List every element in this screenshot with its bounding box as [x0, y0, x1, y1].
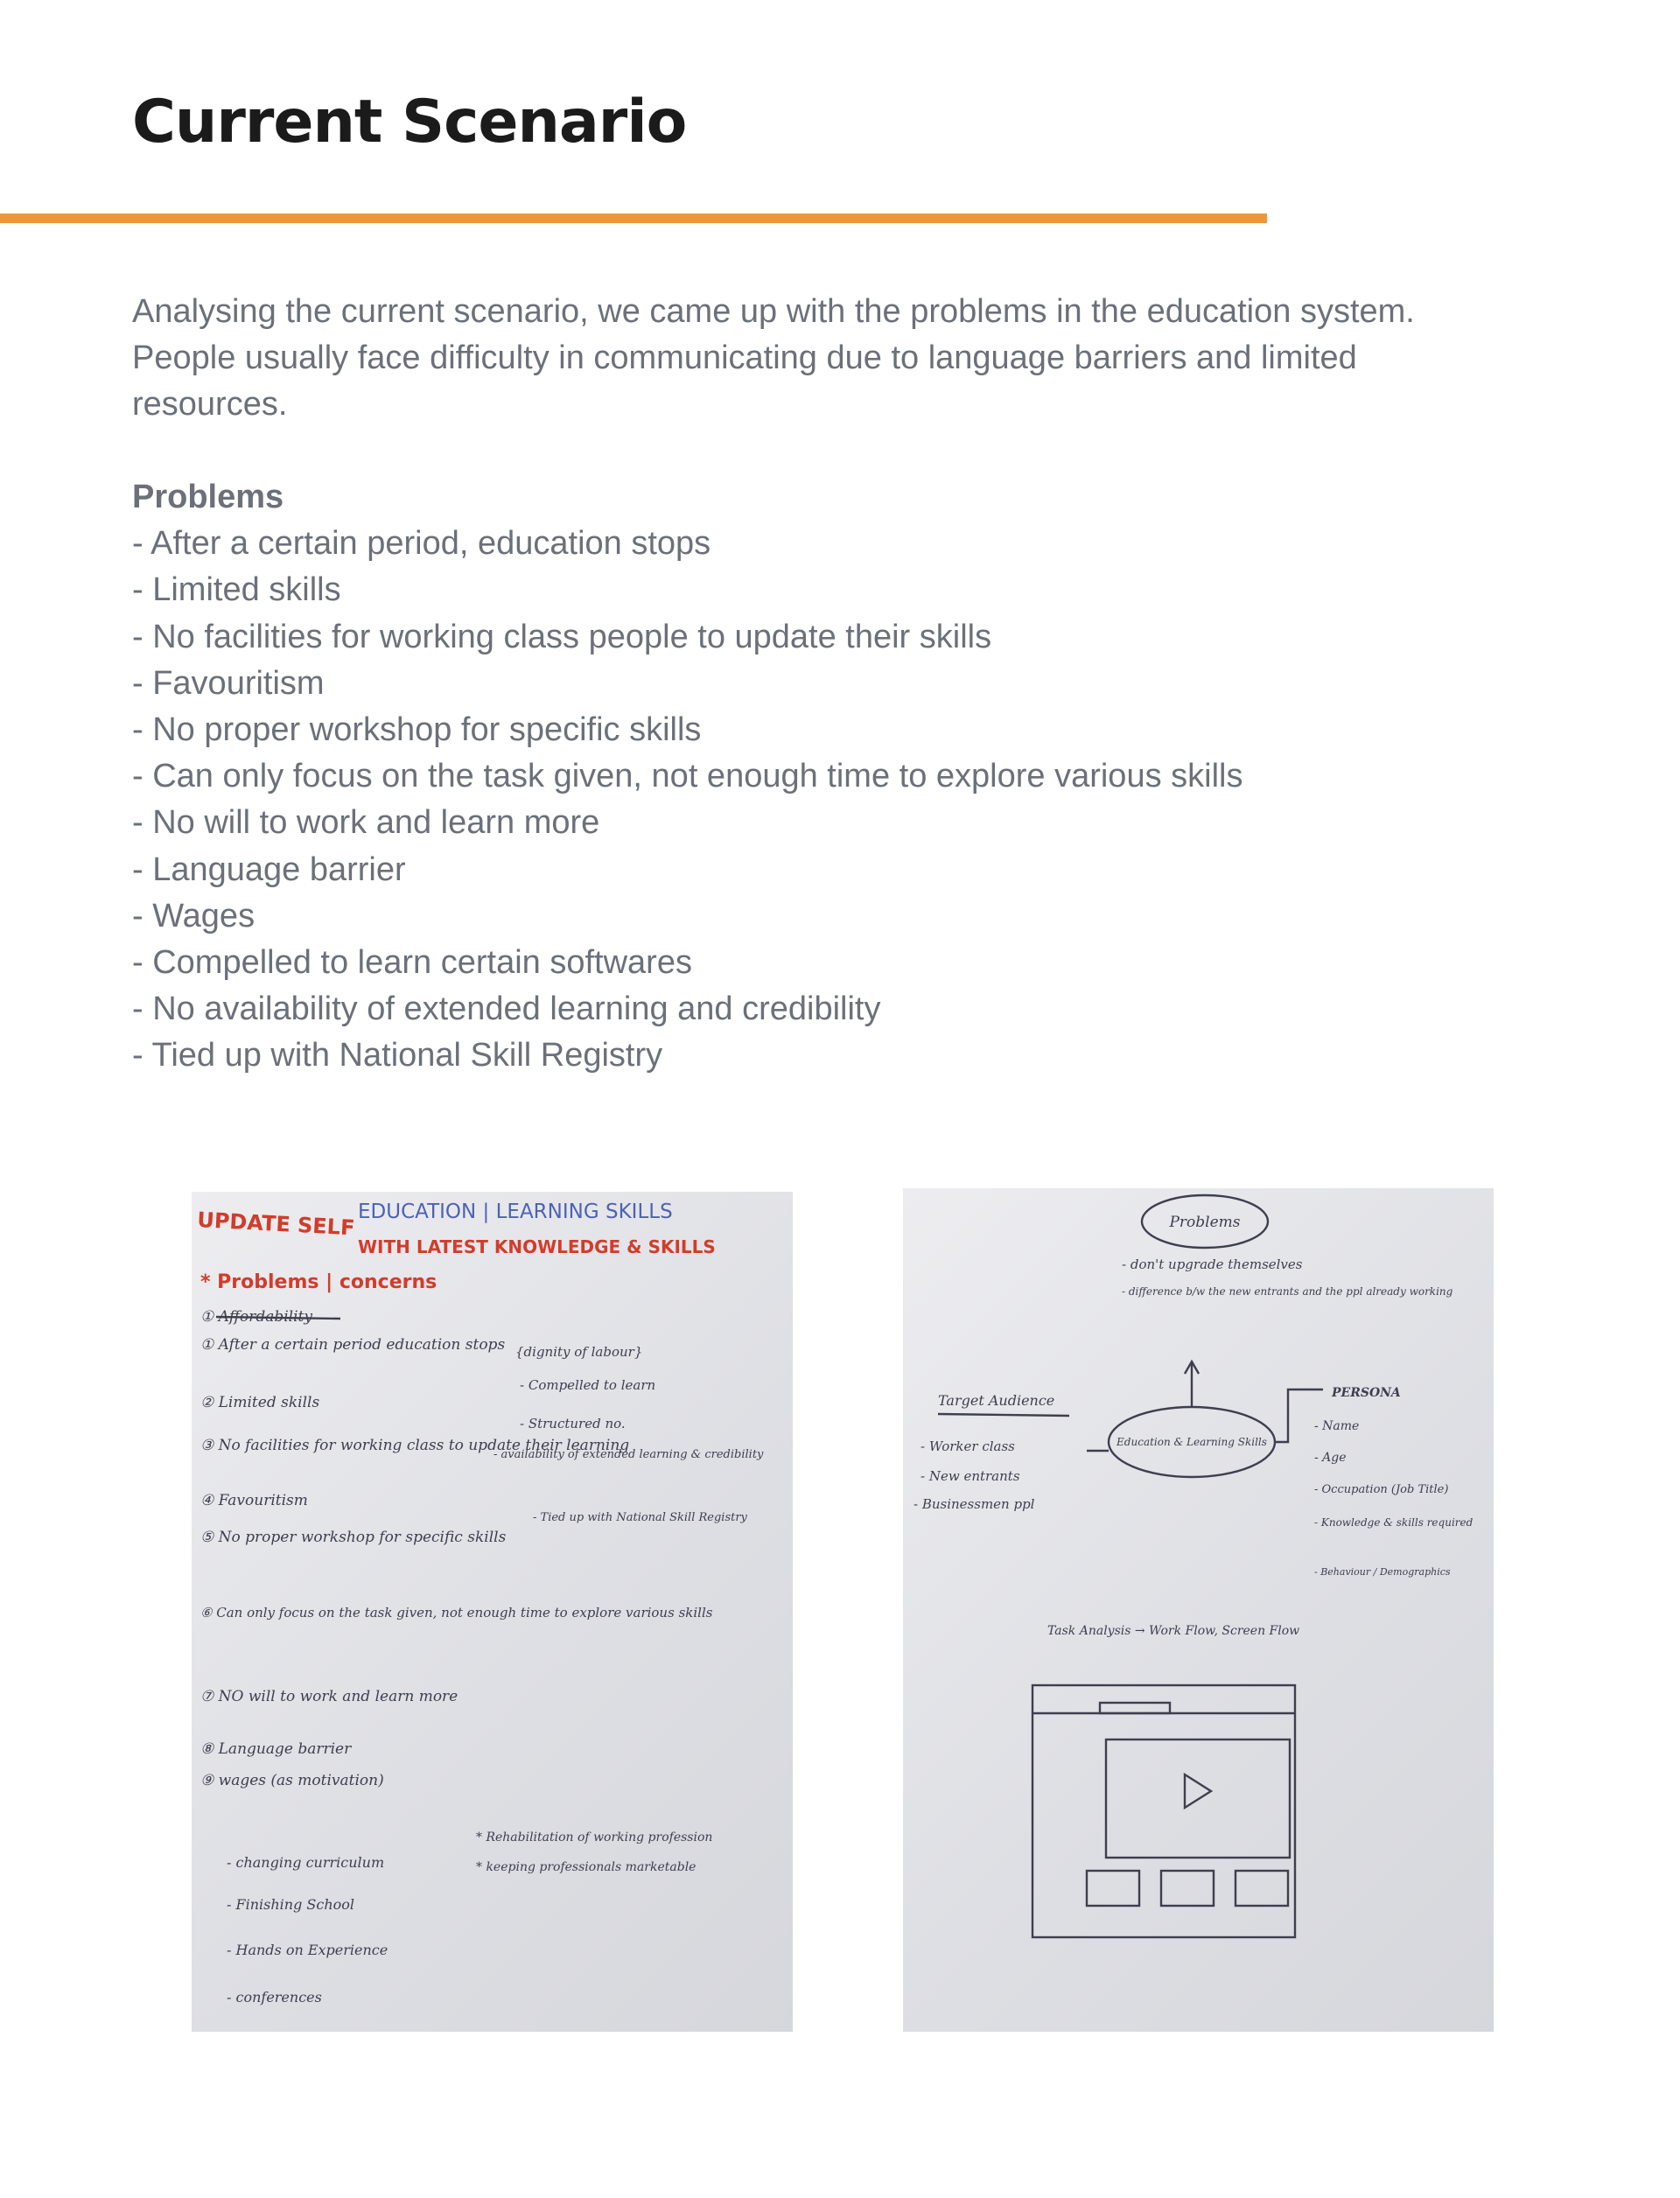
sketch-side-note: - Tied up with National Skill Registry [533, 1511, 747, 1524]
sketch-persona-item: - Name [1314, 1419, 1360, 1433]
wireframe-search-bar [1100, 1703, 1170, 1713]
connector-line [1275, 1390, 1323, 1442]
sketch-note: ② Limited skills [200, 1394, 320, 1411]
sketch-note: ⑦ NO will to work and learn more [200, 1688, 458, 1705]
sketch-note: - difference b/w the new entrants and the ppl already working [1122, 1285, 1453, 1298]
sketch-bottom-note: - Hands on Experience [227, 1942, 388, 1958]
intro-paragraph: Analysing the current scenario, we came up with the problems in the education system. People usually face difficulty in communicating due to language barriers and limited resources. [132, 293, 1415, 423]
sketch-note: ⑧ Language barrier [200, 1740, 352, 1758]
problem-item: - No facilities for working class people to update their skills [132, 618, 992, 655]
sketch-audience-item: - New entrants [920, 1468, 1020, 1484]
wireframe-thumbnail [1161, 1871, 1214, 1906]
sketch-bottom-note: - changing curriculum [227, 1854, 385, 1871]
sketch-bottom-note: - conferences [227, 1989, 322, 2006]
play-icon [1185, 1774, 1211, 1808]
sketch-audience-title: Target Audience [938, 1392, 1055, 1409]
sketch-side-note: - Structured no. [520, 1416, 626, 1432]
wireframe-thumbnail [1236, 1871, 1288, 1906]
sketch-note: ① After a certain period education stops [200, 1336, 506, 1354]
sketch-note: ⑤ No proper workshop for specific skills [200, 1529, 507, 1546]
problems-heading: Problems [132, 479, 284, 515]
sketch-bottom-note: * keeping professionals marketable [476, 1860, 696, 1874]
sketch-persona-item: - Knowledge & skills required [1314, 1516, 1474, 1529]
sketch-persona-item: - Behaviour / Demographics [1314, 1566, 1451, 1578]
problem-item: - Wages [132, 897, 256, 934]
problem-item: - No availability of extended learning and credibility [132, 990, 881, 1028]
sketch-audience-item: - Businessmen ppl [914, 1496, 1035, 1512]
sketch-note: ④ Favouritism [200, 1492, 308, 1509]
problem-item: - Can only focus on the task given, not enough time to explore various skills [132, 758, 1243, 795]
sketch-note: - don't upgrade themselves [1122, 1256, 1303, 1272]
page-title: Current Scenario [132, 88, 687, 157]
sketch-note: ⑨ wages (as motivation) [200, 1772, 384, 1789]
sketch-header-update: UPDATE SELF [196, 1208, 356, 1241]
sketch-note: ① Affordability [200, 1308, 312, 1326]
problem-item: - Favouritism [132, 664, 325, 702]
underline [938, 1414, 1069, 1416]
problem-item: - Limited skills [132, 571, 341, 609]
sketch-bottom-note: - Finishing School [227, 1896, 355, 1913]
sketch-side-note: - availability of extended learning & credibility [494, 1448, 764, 1461]
sketch-side-note: - Compelled to learn [520, 1377, 656, 1393]
handwritten-notes-photo-left [192, 1192, 793, 2032]
sketch-persona-item: - Occupation (Job Title) [1314, 1483, 1449, 1496]
problem-item: - No proper workshop for specific skills [132, 711, 702, 749]
sketch-bottom-note: * Rehabilitation of working profession [476, 1830, 713, 1844]
sketch-audience-item: - Worker class [920, 1438, 1015, 1454]
problem-item: - No will to work and learn more [132, 804, 600, 842]
sketch-header-with: WITH LATEST KNOWLEDGE & SKILLS [358, 1236, 716, 1257]
sketch-persona-item: - Age [1314, 1451, 1347, 1465]
sketch-side-note: {dignity of labour} [515, 1344, 643, 1360]
sketch-note: ③ No facilities for working class to update their learning [200, 1437, 630, 1454]
title-underline [0, 214, 1267, 223]
handwritten-notes-photo-right [903, 1188, 1494, 2032]
problems-section [132, 474, 1480, 1080]
sketch-task-analysis: Task Analysis → Work Flow, Screen Flow [1047, 1624, 1300, 1638]
sketch-persona-title: PERSONA [1332, 1386, 1401, 1400]
sketch-problems-label: * Problems | concerns [200, 1271, 438, 1293]
problem-item: - Tied up with National Skill Registry [132, 1037, 663, 1074]
problem-item: - Compelled to learn certain softwares [132, 944, 692, 982]
problem-item: - Language barrier [132, 850, 406, 888]
sketch-note: ⑥ Can only focus on the task given, not enough time to explore various skills [200, 1605, 713, 1620]
wireframe-thumbnail [1087, 1871, 1139, 1906]
problem-item: - After a certain period, education stops [132, 525, 711, 563]
sketch-bubble-label: Education & Learning Skills [1116, 1436, 1267, 1448]
sketch-bubble-label: Problems [1169, 1214, 1241, 1231]
wireframe-screen [1032, 1685, 1295, 1937]
sketch-header-education: EDUCATION | LEARNING SKILLS [358, 1200, 673, 1223]
